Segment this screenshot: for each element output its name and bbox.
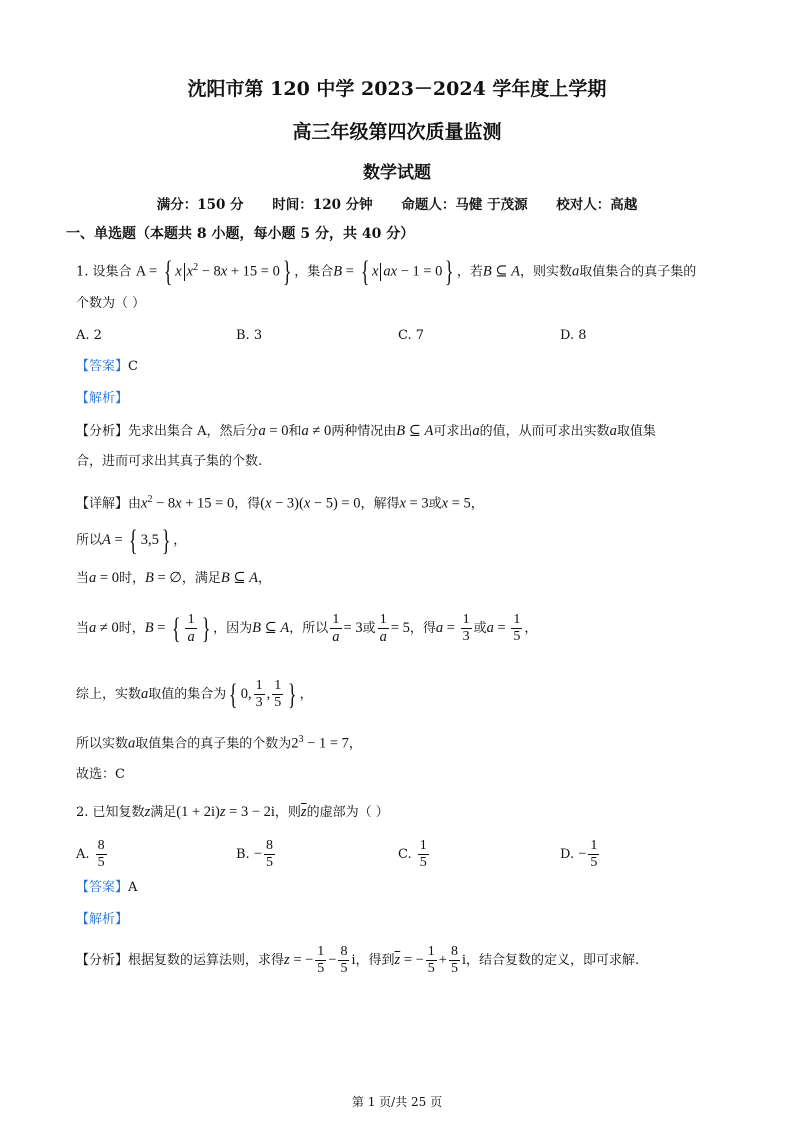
q2-analysis: 【分析】根据复数的运算法则，求得z = − $\frac{1}{5}$ − $\frac{8}{5}$ i，得到$\overline{z}$ = − $\frac{1}{5}$ + $\frac{8}{5}$ i，结合复数的定义，即可求解. — [76, 944, 640, 976]
q2-option-d: D. − $\frac{1}{5}$ — [560, 838, 598, 870]
q2-stem: 2. 已知复数z满足(1 + 2i)z = 3 − 2i，则$\overline{z}$的虚部为（ ） — [76, 804, 389, 820]
setter: 命题人：马健 于茂源 — [401, 197, 528, 213]
q2-option-c: C. $\frac{1}{5}$ — [398, 838, 427, 870]
q1-analysis-line2: 合，进而可求出其真子集的个数. — [76, 454, 263, 469]
q2-option-a: A. $\frac{8}{5}$ — [76, 838, 105, 870]
time-limit: 时间：120 分钟 — [272, 197, 373, 213]
exam-info — [0, 193, 794, 213]
q1-detail-5: 综上，实数a取值的集合为{ 0, $\frac{1}{3}$ , $\frac{1}{5}$ } ， — [76, 677, 313, 711]
title-grade-exam: 高三年级第四次质量监测 — [292, 121, 502, 143]
q1-stem: 1. 设集合 A = { x $x^2 - 8x + 15 = 0$} ，集合B = { x ax − 1 = 0} ，若B ⊆ A，则实数a取值集合的真子集的 — [76, 254, 697, 288]
q1-choice: 故选：C — [76, 767, 125, 782]
full-score: 满分：150 分 — [156, 197, 244, 213]
q2-option-b: B. − $\frac{8}{5}$ — [236, 838, 274, 870]
q1-detail-2: 所以A = { 3,5} ， — [76, 523, 187, 557]
title-school-term: 沈阳市第 120 中学 2023－2024 学年度上学期 — [187, 78, 607, 100]
proofreader: 校对人：高越 — [556, 197, 638, 213]
q2-explain-tag: 【解析】 — [76, 912, 129, 927]
q1-detail-1: 【详解】由$x^2 - 8x + 15 = 0$，得(x − 3)(x − 5) = 0，解得x = 3或x = 5， — [76, 494, 484, 512]
q1-detail-6: 所以实数a取值集合的真子集的个数为$2^3 - 1 = 7$， — [76, 734, 362, 752]
q1-option-d: D. 8 — [560, 328, 587, 343]
q1-analysis: 【分析】先求出集合 A，然后分a = 0和a ≠ 0两种情况由B ⊆ A可求出a的值，从而可求出实数a取值集 — [76, 423, 656, 439]
q1-option-b: B. 3 — [236, 328, 263, 343]
q1-detail-4: 当a ≠ 0时，B = { $\frac{1}{a}$ } ，因为B ⊆ A，所以 $\frac{1}{a}$ = 3或 $\frac{1}{a}$ = 5，得a = $\frac{1}{3}$ 或a = $\frac{1}{5}$ ， — [76, 611, 538, 645]
page-footer: 第 1 页/共 25 页 — [351, 1095, 443, 1109]
q1-option-a: A. 2 — [76, 328, 102, 343]
q1-option-c: C. 7 — [398, 328, 425, 343]
q2-answer: 【答案】A — [76, 880, 138, 895]
section-heading: 一、单选题（本题共 8 小题，每小题 5 分，共 40 分） — [66, 226, 415, 242]
title-subject: 数学试题 — [363, 163, 431, 183]
q1-answer: 【答案】C — [76, 359, 138, 374]
q1-explain-tag: 【解析】 — [76, 391, 129, 406]
q1-detail-3: 当a = 0时，B = ∅，满足B ⊆ A， — [76, 570, 272, 586]
q1-stem-line2: 个数为（ ） — [76, 296, 146, 311]
